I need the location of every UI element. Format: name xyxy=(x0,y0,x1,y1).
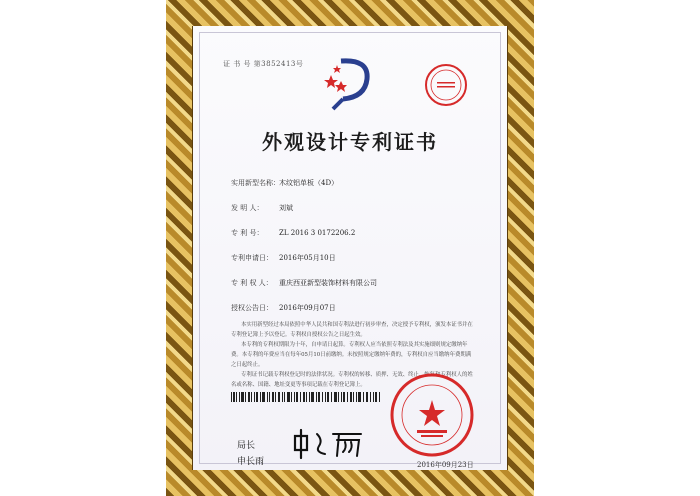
director-title: 局长 xyxy=(237,441,256,451)
handwritten-signature xyxy=(289,426,369,462)
field-application-date: 专利申请日： 2016年05月10日 xyxy=(231,254,336,262)
certificate-title: 外观设计专利证书 xyxy=(262,130,438,154)
certificate-number: 证 书 号 第3852413号 xyxy=(223,60,304,68)
small-red-seal-icon xyxy=(423,62,469,108)
field-patentee: 专 利 权 人： 重庆西亚新型装饰材料有限公司 xyxy=(231,279,377,287)
director-name: 申长雨 xyxy=(237,457,265,467)
body-paragraph: 本实用新型经过本局依照中华人民共和国专利法进行初步审查，决定授予专利权，颁发本证书并在专利登记簿上予以登记。专利权自授权公告之日起生效。 xyxy=(231,322,473,338)
field-patent-number: 专 利 号： ZL 2016 3 0172206.2 xyxy=(231,229,356,237)
body-paragraph: 本专利的专利权期限为十年，自申请日起算。专利权人应当依照专利法及其实施细则规定缴纳年费。本专利的年费应当在每年05月10日前缴纳。未按照规定缴纳年费的，专利权自应当缴纳年费期满之日起终止。 xyxy=(231,342,472,368)
field-grant-date: 授权公告日： 2016年09月07日 xyxy=(231,304,336,312)
patent-office-emblem-icon xyxy=(323,53,375,113)
barcode xyxy=(231,392,381,402)
national-patent-seal-icon xyxy=(389,372,475,458)
issue-date: 2016年09月23日 xyxy=(417,461,474,469)
body-paragraph: 专利证书记载专利权登记时的法律状况。专利权的转移、质押、无效、终止、恢复和专利权人的姓名或名称、国籍、地址变更等事项记载在专利登记簿上。 xyxy=(231,372,473,388)
certificate-paper xyxy=(193,26,507,470)
field-design-name: 实用新型名称：木纹铝单板（4D） xyxy=(231,179,339,187)
field-inventor: 发 明 人： 刘斌 xyxy=(231,204,293,212)
